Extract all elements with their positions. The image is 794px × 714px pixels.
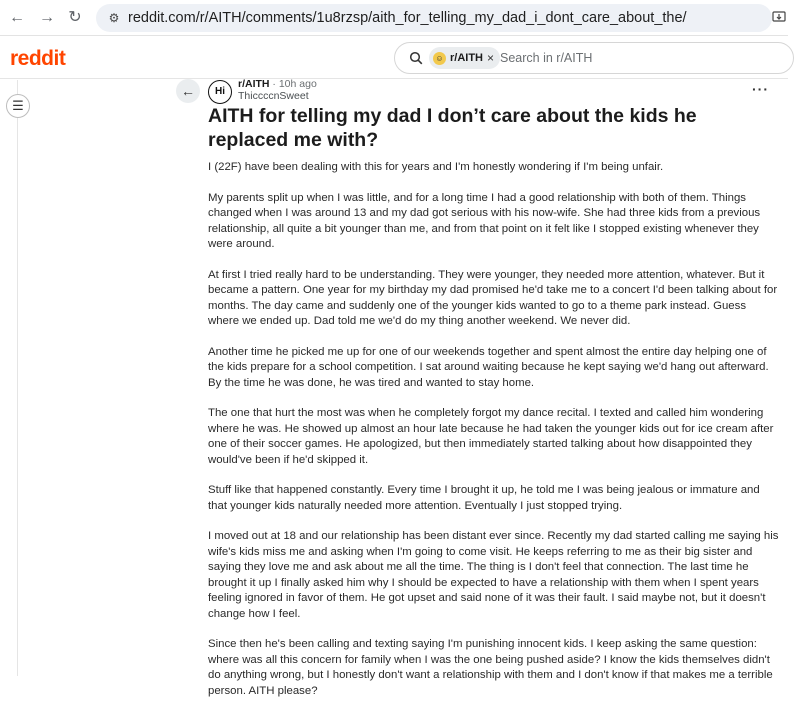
search-icon	[409, 51, 423, 65]
post-meta	[238, 78, 317, 102]
chip-label: r/AITH	[450, 52, 483, 64]
url-text[interactable]	[128, 10, 687, 26]
post-paragraph: Another time he picked me up for one of our weekends together and spent almost the entire day helping one of the kids prepare for a school competition. I sat around waiting because he kept saying we'd hang out afterward. By the time he was done, he was tired and wanted to stay home.	[208, 345, 769, 389]
post-paragraph: Stuff like that happened constantly. Every time I brought it up, he told me I was being jealous or immature and that younger kids naturally needed more attention. Eventually I just stopped trying.	[208, 484, 760, 512]
post-paragraph: I moved out at 18 and our relationship has been distant ever since. Recently my dad started calling me saying his wife's kids miss me and asking when I'm going to come visit. He keeps referring to me as their big sister and saying they love me and ask about me all the time. The thing is I don't feel that connection. The last time he brought it up I finally asked him why I should be expected to have a relationship with them when I spent years feeling ignored in favor of them. He got upset and said none of it was their fault. I said maybe not, but it doesn't change how I feel.	[208, 530, 779, 620]
subreddit-link[interactable]: r/AITH	[238, 78, 270, 90]
forward-arrow-icon[interactable]: →	[39, 9, 55, 26]
url-path: /r/AITH/comments/1u8rzsp/aith_for_telling_my_dad_i_dont_care_about_the/	[195, 10, 687, 26]
post-body	[208, 160, 780, 714]
post-paragraph: Since then he's been calling and texting saying I'm punishing innocent kids. I keep asking the same question: where was all this concern for family when I was the one being pushed aside? I know the kids themselves didn't do anything wrong, but I honestly don't want a relationship with them and I don't know if that makes me a terrible person. AITH please?	[208, 638, 773, 697]
subreddit-avatar-icon: ☺	[433, 52, 446, 65]
site-settings-icon[interactable]: ⚙	[108, 11, 120, 25]
reddit-logo[interactable]: reddit	[10, 47, 66, 70]
subreddit-avatar[interactable]: Hi	[208, 80, 232, 104]
post-paragraph: I (22F) have been dealing with this for years and I'm honestly wondering if I'm being unfair.	[208, 161, 664, 173]
post-title: AITH for telling my dad I don’t care about the kids he replaced me with?	[208, 105, 697, 151]
reddit-header	[0, 37, 788, 79]
post-paragraph: My parents split up when I was little, and for a long time I had a good relationship with both of them. Things changed when I was around 13 and my dad got serious with his now-wife. She had three kids from a previous relationship, all quite a bit younger than me, and from that point on it felt like I stopped existing whenever they were around.	[208, 191, 761, 250]
post-paragraph: The one that hurt the most was when he completely forgot my dance recital. I texted and called him wondering where he was. He showed up almost an hour late because he had taken the younger kids out for ice cream after one of their soccer games. He apologized, but then immediately started talking about how disappointed they would've been if he'd skipped it.	[208, 407, 774, 466]
browser-toolbar	[0, 0, 788, 36]
subreddit-filter-chip[interactable]	[429, 47, 500, 69]
post-paragraph: At first I tried really hard to be understanding. They were younger, they needed more attention, whatever. But it became a pattern. One year for my birthday my dad promised he'd take me to a concert I'd been talking about for months. The day came and suddenly one of the younger kids wanted to go to a theme park instead. Guess where we ended up. Dad told me we'd do my thing another weekend. We never did.	[208, 268, 778, 327]
left-rail	[0, 80, 18, 676]
back-button[interactable]: ←	[176, 79, 200, 103]
more-options-icon[interactable]: ···	[752, 81, 769, 97]
post-time: · 10h ago	[272, 78, 317, 90]
reload-icon[interactable]: ↻	[68, 9, 82, 26]
back-arrow-icon[interactable]: ←	[9, 9, 25, 26]
close-icon[interactable]: ×	[487, 51, 495, 65]
search-input[interactable]	[394, 42, 794, 74]
address-bar[interactable]	[96, 4, 772, 32]
author-link[interactable]: ThiccccnSweet	[238, 90, 309, 102]
hamburger-menu-icon[interactable]: ☰	[6, 94, 30, 118]
url-host: reddit.com	[128, 10, 196, 26]
search-placeholder: Search in r/AITH	[500, 51, 593, 65]
install-app-icon[interactable]	[772, 10, 786, 24]
